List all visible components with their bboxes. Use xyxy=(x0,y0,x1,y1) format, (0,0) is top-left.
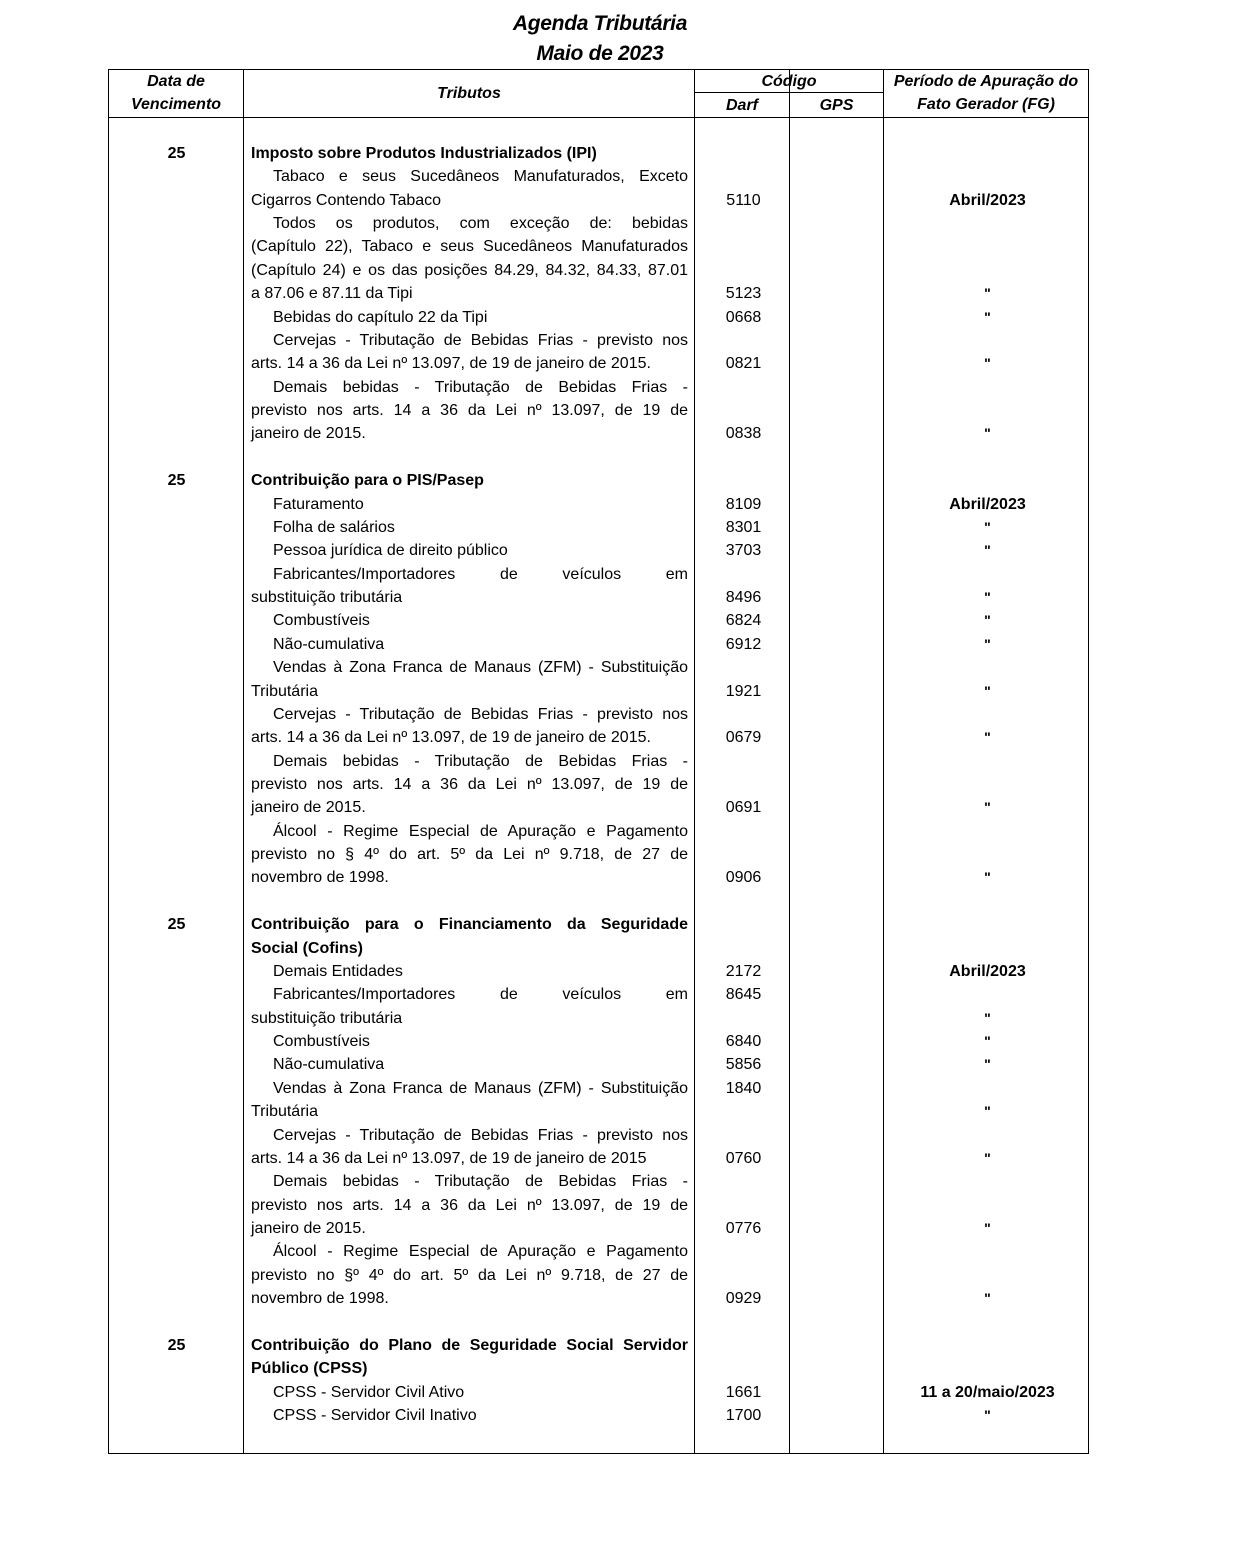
table-row xyxy=(109,703,1090,726)
header-bottom-line xyxy=(109,117,1088,118)
table-row xyxy=(109,1124,1090,1147)
darf-code: 0906 xyxy=(725,869,762,887)
tax-heading: Contribuição para o Financiamento da Seguridade xyxy=(251,916,688,934)
ditto-mark: " xyxy=(984,729,991,746)
tax-description: arts. 14 a 36 da Lei nº 13.097, de 19 de janeiro de 2015. xyxy=(251,729,651,747)
tax-description: previsto nos arts. 14 a 36 da Lei nº 13.097, de 19 de xyxy=(251,1196,688,1214)
page-subtitle: Maio de 2023 xyxy=(536,42,664,65)
table-row xyxy=(109,469,1090,492)
header-date xyxy=(109,70,243,116)
tax-description: Álcool - Regime Especial de Apuração e Pagamento xyxy=(273,1243,688,1261)
tax-schedule-table xyxy=(108,69,1089,1454)
tax-description: Demais bebidas - Tributação de Bebidas Frias - xyxy=(273,378,688,396)
darf-code: 0679 xyxy=(725,729,762,747)
table-row xyxy=(109,306,1090,329)
header-periodo-line1: Período de Apuração do xyxy=(893,73,1079,90)
table-row xyxy=(109,1404,1090,1427)
header-darf: Darf xyxy=(725,97,758,114)
darf-code: 2172 xyxy=(725,962,762,980)
tax-description: Cervejas - Tributação de Bebidas Frias - previsto nos xyxy=(273,705,688,723)
tax-description: Combustíveis xyxy=(273,1033,370,1051)
tax-description: previsto nos arts. 14 a 36 da Lei nº 13.097, de 19 de xyxy=(251,402,688,420)
darf-code: 0821 xyxy=(725,355,762,373)
ditto-mark: " xyxy=(984,518,991,535)
tax-heading: Imposto sobre Produtos Industrializados (IPI) xyxy=(251,145,597,162)
table-row xyxy=(109,1007,1090,1030)
ditto-mark: " xyxy=(984,869,991,886)
table-row xyxy=(109,1077,1090,1100)
table-row xyxy=(109,1100,1090,1123)
tax-description: Pessoa jurídica de direito público xyxy=(273,542,508,560)
tax-description: Todos os produtos, com exceção de: bebidas xyxy=(273,215,688,233)
header-gps: GPS xyxy=(819,97,854,114)
ditto-mark: " xyxy=(984,589,991,606)
darf-code: 5110 xyxy=(726,191,761,209)
table-row xyxy=(109,563,1090,586)
table-row xyxy=(109,609,1090,632)
darf-code: 5123 xyxy=(725,285,762,303)
ditto-mark: " xyxy=(984,1009,991,1026)
ditto-mark: " xyxy=(984,1103,991,1120)
table-row xyxy=(109,1170,1090,1193)
tax-description: previsto nos arts. 14 a 36 da Lei nº 13.097, de 19 de xyxy=(251,775,688,793)
table-row xyxy=(109,422,1090,445)
table-row xyxy=(109,142,1090,165)
tax-description: Vendas à Zona Franca de Manaus (ZFM) - Substituição xyxy=(273,1079,688,1097)
tax-heading: Social (Cofins) xyxy=(251,939,364,957)
tax-description: (Capítulo 22), Tabaco e seus Sucedâneos Manufaturados xyxy=(251,238,688,256)
tax-description: Demais bebidas - Tributação de Bebidas Frias - xyxy=(273,752,688,770)
tax-description: Combustíveis xyxy=(273,612,370,630)
tax-description: Álcool - Regime Especial de Apuração e Pagamento xyxy=(273,822,688,840)
assessment-period: Abril/2023 xyxy=(949,495,1026,513)
table-row xyxy=(109,1030,1090,1053)
tax-description: Faturamento xyxy=(273,495,364,513)
table-row xyxy=(109,633,1090,656)
darf-code: 5856 xyxy=(725,1056,762,1074)
table-row xyxy=(109,212,1090,235)
darf-code: 0760 xyxy=(725,1149,762,1167)
tax-description: Não-cumulativa xyxy=(273,635,385,653)
table-row xyxy=(109,820,1090,843)
assessment-period: Abril/2023 xyxy=(949,962,1026,980)
tax-description: janeiro de 2015. xyxy=(251,425,366,443)
ditto-mark: " xyxy=(984,1056,991,1073)
tax-description: substituição tributária xyxy=(251,1009,403,1027)
ditto-mark: " xyxy=(984,285,991,302)
tax-description: Demais Entidades xyxy=(273,962,403,980)
table-row xyxy=(109,1381,1090,1404)
darf-code: 1661 xyxy=(725,1383,762,1401)
due-date: 25 xyxy=(167,472,186,490)
darf-code: 0838 xyxy=(725,425,762,443)
tax-description: janeiro de 2015. xyxy=(251,1220,366,1238)
ditto-mark: " xyxy=(984,425,991,442)
table-row xyxy=(109,843,1090,866)
darf-code: 8496 xyxy=(725,589,762,607)
tax-description: novembro de 1998. xyxy=(251,869,389,887)
due-date: 25 xyxy=(167,1336,186,1354)
table-row xyxy=(109,1287,1090,1310)
darf-code: 1700 xyxy=(725,1406,762,1424)
table-row xyxy=(109,165,1090,188)
table-row xyxy=(109,586,1090,609)
tax-description: Vendas à Zona Franca de Manaus (ZFM) - Substituição xyxy=(273,659,688,677)
darf-code: 8301 xyxy=(725,518,762,536)
tax-heading: Público (CPSS) xyxy=(251,1360,368,1378)
tax-description: Tributária xyxy=(251,682,318,700)
darf-code: 6824 xyxy=(725,612,762,630)
table-row xyxy=(109,376,1090,399)
darf-code: 1840 xyxy=(725,1079,762,1097)
tax-description: substituição tributária xyxy=(251,589,403,607)
table-row xyxy=(109,1240,1090,1263)
darf-code: 6840 xyxy=(725,1033,762,1051)
tax-description: CPSS - Servidor Civil Ativo xyxy=(273,1383,465,1401)
table-row xyxy=(109,1334,1090,1357)
header-periodo xyxy=(884,70,1088,116)
tax-description: Fabricantes/Importadores de veículos em xyxy=(273,565,688,583)
table-row xyxy=(109,796,1090,819)
header-date-line1: Data de xyxy=(147,73,205,90)
tax-description: a 87.06 e 87.11 da Tipi xyxy=(251,285,413,303)
ditto-mark: " xyxy=(984,1033,991,1050)
tax-description: novembro de 1998. xyxy=(251,1290,389,1308)
table-row xyxy=(109,282,1090,305)
darf-code: 8645 xyxy=(725,986,762,1004)
table-row xyxy=(109,235,1090,258)
table-row xyxy=(109,189,1090,212)
tax-description: Demais bebidas - Tributação de Bebidas Frias - xyxy=(273,1173,688,1191)
table-row xyxy=(109,329,1090,352)
table-row xyxy=(109,493,1090,516)
ditto-mark: " xyxy=(984,1220,991,1237)
darf-code: 0776 xyxy=(725,1220,762,1238)
darf-code: 0929 xyxy=(725,1290,762,1308)
table-row xyxy=(109,516,1090,539)
table-row xyxy=(109,1053,1090,1076)
ditto-mark: " xyxy=(984,799,991,816)
ditto-mark: " xyxy=(984,1290,991,1307)
table-row xyxy=(109,352,1090,375)
darf-code: 8109 xyxy=(725,495,762,513)
page-title: Agenda Tributária xyxy=(512,12,688,35)
header-codigo: Código xyxy=(761,73,817,90)
header-periodo-line2: Fato Gerador (FG) xyxy=(917,96,1055,113)
tax-description: Cigarros Contendo Tabaco xyxy=(251,191,442,209)
assessment-period: 11 a 20/maio/2023 xyxy=(920,1383,1055,1401)
darf-code: 1921 xyxy=(725,682,762,700)
assessment-period: Abril/2023 xyxy=(949,191,1026,209)
table-row xyxy=(109,399,1090,422)
tax-description: Cervejas - Tributação de Bebidas Frias - previsto nos xyxy=(273,331,688,349)
tax-heading: Contribuição do Plano de Seguridade Social Servidor xyxy=(251,1336,688,1354)
darf-code: 0668 xyxy=(725,308,762,326)
table-row xyxy=(109,1311,1090,1334)
ditto-mark: " xyxy=(984,308,991,325)
darf-code: 3703 xyxy=(725,542,762,560)
darf-code: 6912 xyxy=(725,635,762,653)
table-row xyxy=(109,960,1090,983)
tax-description: CPSS - Servidor Civil Inativo xyxy=(273,1406,477,1424)
table-row xyxy=(109,680,1090,703)
tax-description: Tributária xyxy=(251,1103,318,1121)
table-row xyxy=(109,983,1090,1006)
ditto-mark: " xyxy=(984,635,991,652)
tax-description: Cervejas - Tributação de Bebidas Frias - previsto nos xyxy=(273,1126,688,1144)
tax-description: Fabricantes/Importadores de veículos em xyxy=(273,986,688,1004)
ditto-mark: " xyxy=(984,355,991,372)
due-date: 25 xyxy=(167,145,186,162)
table-row xyxy=(109,773,1090,796)
table-row xyxy=(109,446,1090,469)
table-row xyxy=(109,539,1090,562)
tax-description: Não-cumulativa xyxy=(273,1056,385,1074)
tax-description: (Capítulo 24) e os das posições 84.29, 84.32, 84.33, 87.01 xyxy=(251,261,688,279)
tax-description: Tabaco e seus Sucedâneos Manufaturados, Exceto xyxy=(273,168,688,186)
table-row xyxy=(109,656,1090,679)
darf-code: 0691 xyxy=(725,799,762,817)
tax-description: arts. 14 a 36 da Lei nº 13.097, de 19 de janeiro de 2015. xyxy=(251,355,651,373)
table-row xyxy=(109,750,1090,773)
table-row xyxy=(109,1357,1090,1380)
ditto-mark: " xyxy=(984,682,991,699)
table-row xyxy=(109,1194,1090,1217)
tax-description: previsto no §º 4º do art. 5º da Lei nº 9.718, de 27 de xyxy=(251,1266,688,1284)
ditto-mark: " xyxy=(984,612,991,629)
table-row xyxy=(109,1264,1090,1287)
table-row xyxy=(109,1147,1090,1170)
table-row xyxy=(109,866,1090,889)
tax-heading: Contribuição para o PIS/Pasep xyxy=(251,472,484,490)
tax-description: Folha de salários xyxy=(273,518,395,536)
table-row xyxy=(109,259,1090,282)
table-row xyxy=(109,890,1090,913)
ditto-mark: " xyxy=(984,542,991,559)
ditto-mark: " xyxy=(984,1149,991,1166)
table-row xyxy=(109,1217,1090,1240)
table-row xyxy=(109,937,1090,960)
header-tributos: Tributos xyxy=(437,85,501,102)
table-row xyxy=(109,913,1090,936)
header-date-line2: Vencimento xyxy=(130,96,222,113)
tax-description: arts. 14 a 36 da Lei nº 13.097, de 19 de janeiro de 2015 xyxy=(251,1149,647,1167)
tax-description: janeiro de 2015. xyxy=(251,799,366,817)
tax-description: previsto no § 4º do art. 5º da Lei nº 9.718, de 27 de xyxy=(251,846,688,864)
due-date: 25 xyxy=(167,916,186,934)
tax-description: Bebidas do capítulo 22 da Tipi xyxy=(273,308,488,326)
ditto-mark: " xyxy=(984,1406,991,1423)
table-row xyxy=(109,726,1090,749)
